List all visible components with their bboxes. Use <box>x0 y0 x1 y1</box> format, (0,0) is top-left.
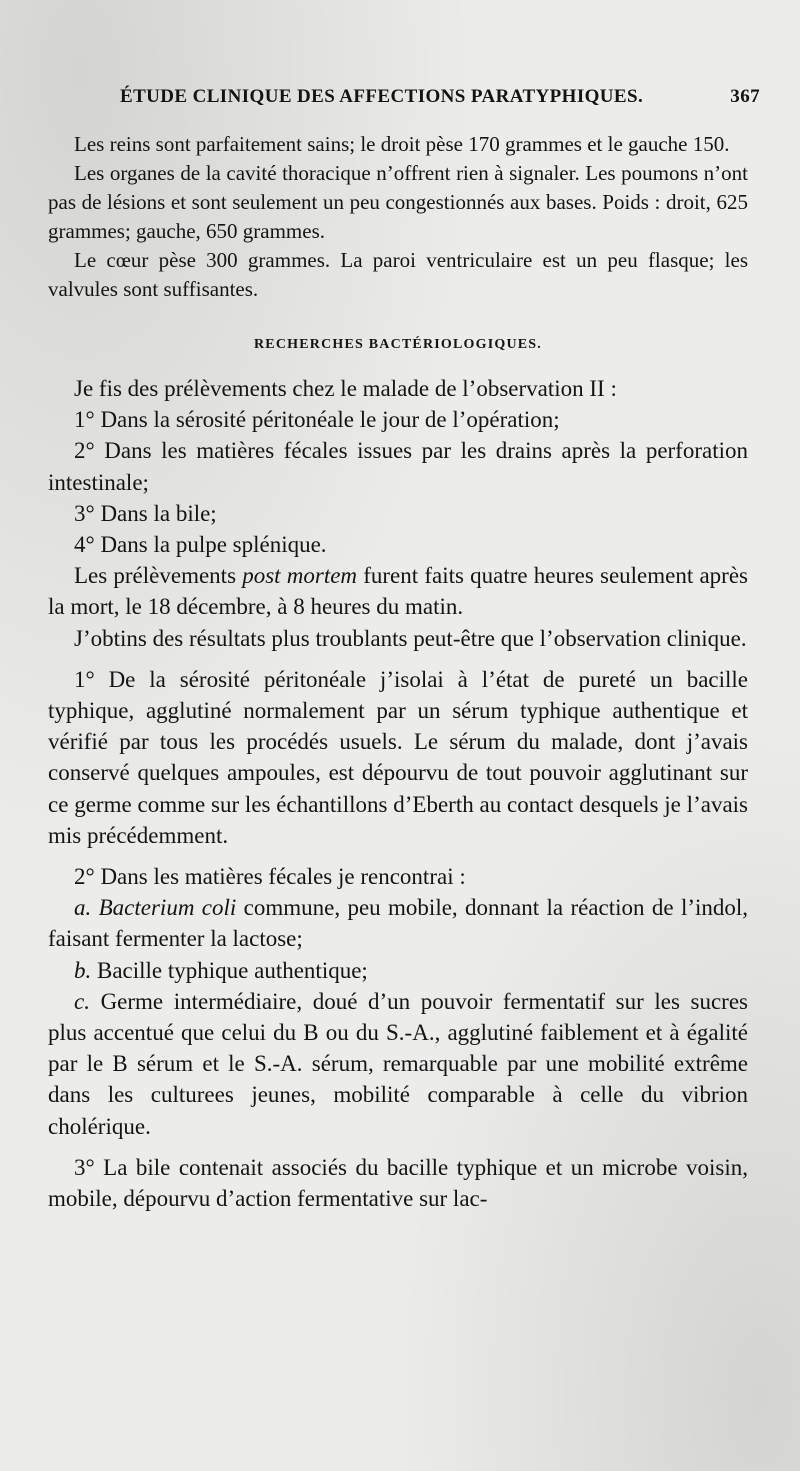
list-intro: Je fis des prélèvements chez le malade de l’observation II : <box>74 376 617 401</box>
paragraph-result-1: 1° De la sérosité péritonéale j’isolai à l’état de pureté un bacille typhique, agglutiné normalement par un sérum typhique authentique et vérifié par tous les procédés usuels. Le sérum du malade, dont j’avais conservé quelques ampoules, est dépourvu de tout pouvoir agglutinant sur ce germe comme sur les échantillons d’Eberth au contact desquels je l’avais mis précédemment. <box>48 666 748 848</box>
page-body <box>48 130 748 1214</box>
paragraph-result-3: 3° La bile contenait associés du bacille typhique et un microbe voisin, mobile, dépourvu d’action fermentative sur lac- <box>48 1154 748 1212</box>
italic-bacterium-coli: Bacterium coli <box>98 895 237 921</box>
sample-item: 2° Dans les matières fécales issues par les drains après la perforation intestinale; <box>48 438 748 495</box>
list-item-c: c. Germe intermédiaire, doué d’un pouvoir fermentatif sur les sucres plus accentué que celui du B ou du S.-A., agglutiné faiblement et à égalité par le B sérum et le S.-A. sérum, remarquable par une mobilité extrême dans les culturees jeunes, mobilité comparable à celle du vibrion cholérique. <box>48 988 748 1139</box>
italic-post-mortem: post mortem <box>242 563 358 589</box>
sample-item: 4° Dans la pulpe splénique. <box>74 532 327 558</box>
running-header <box>120 86 760 108</box>
running-title: ÉTUDE CLINIQUE DES AFFECTIONS PARATYPHIQUES. <box>120 86 644 107</box>
paragraph-thoracic-organs: Les organes de la cavité thoracique n’offrent rien à signaler. Les poumons n’ont pas de lésions et sont seulement un peu congestionnés aux bases. Poids : droit, 625 grammes; gauche, 650 grammes. <box>48 161 748 243</box>
sample-item: 1° Dans la sérosité péritonéale le jour de l’opération; <box>74 407 560 433</box>
list-item-a: a. Bacterium coli commune, peu mobile, donnant la réaction de l’indol, faisant fermenter la lactose; <box>48 895 749 952</box>
item-label-b: b. <box>74 957 92 983</box>
page-number: 367 <box>730 86 760 107</box>
bacteriology-section <box>48 373 748 1214</box>
paragraph-heart: Le cœur pèse 300 grammes. La paroi ventriculaire est un peu flasque; les valvules sont suffisantes. <box>48 248 748 301</box>
item-label-c: c. <box>74 988 90 1014</box>
paragraph-result-2-intro: 2° Dans les matières fécales je rencontrai : <box>74 864 466 890</box>
sample-item: 3° Dans la bile; <box>74 500 217 526</box>
paragraph-results-intro: J’obtins des résultats plus troublants peut-être que l’observation clinique. <box>74 625 747 651</box>
list-item-b: b. Bacille typhique authentique; <box>74 957 368 983</box>
item-label-a: a. <box>74 895 92 921</box>
paragraph-postmortem: Les prélèvements post mortem furent faits quatre heures seulement après la mort, le 18 décembre, à 8 heures du matin. <box>48 563 748 620</box>
paragraph-kidneys: Les reins sont parfaitement sains; le droit pèse 170 grammes et le gauche 150. <box>74 132 730 156</box>
section-heading: RECHERCHES BACTÉRIOLOGIQUES. <box>254 337 542 352</box>
